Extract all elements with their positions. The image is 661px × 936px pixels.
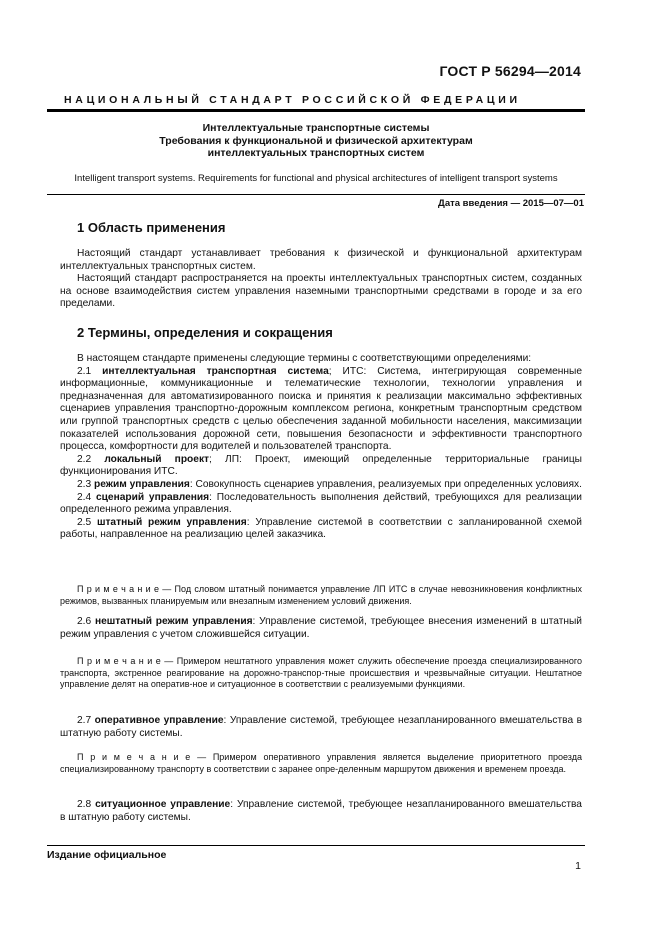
term-name: локальный проект — [104, 453, 210, 465]
header-rule — [47, 109, 585, 112]
page-number: 1 — [575, 860, 581, 872]
note-text: — Под словом штатный понимается управление ЛП ИТС в случае невозникновения конфликтных режимов, вызванных планируемым или внезапным изменением условий движения. — [60, 584, 582, 606]
term-definition: ; ЛП: Проект, имеющий определенные территориальные границы функционирования ИТС. — [60, 453, 583, 478]
standard-title — [47, 122, 585, 160]
section-1-heading: 1 Область применения — [77, 220, 226, 235]
official-edition-label: Издание официальное — [47, 849, 167, 861]
term-2-2: 2.2 локальный проект; ЛП: Проект, имеющий определенные территориальные границы функционирования ИТС. — [60, 453, 583, 478]
term-2-5: 2.5 штатный режим управления: Управление системой в соответствии с запланированной схемой работы, направленное на реализацию целей заказчика. — [60, 516, 583, 541]
title-line-2: Требования к функциональной и физической архитектурам — [159, 134, 473, 147]
note-2 — [60, 656, 582, 691]
term-2-7: 2.7 оперативное управление: Управление системой, требующее незапланированного вмешательства в штатную работу системы. — [60, 715, 583, 739]
title-rule — [47, 194, 585, 195]
national-standard-banner: НАЦИОНАЛЬНЫЙ СТАНДАРТ РОССИЙСКОЙ ФЕДЕРАЦИИ — [64, 94, 521, 106]
section-2-body — [60, 353, 582, 542]
term-definition: : Управление системой в соответствии с запланированной схемой работы, направленное на реализацию целей заказчика. — [60, 516, 583, 541]
note-1 — [60, 584, 582, 607]
term-definition: : Совокупность сценариев управления, реализуемых при определенных условиях. — [189, 478, 582, 490]
section-2-heading: 2 Термины, определения и сокращения — [77, 325, 333, 340]
introduction-date: Дата введения — 2015—07—01 — [438, 198, 584, 209]
title-line-1: Интеллектуальные транспортные системы — [202, 122, 430, 134]
section-1-paragraph: Настоящий стандарт распространяется на проекты интеллектуальных транспортных систем, созданных на основе взаимодействия систем управления наземными транспортными средствами в городе и за его пределами. — [60, 273, 582, 310]
term-definition: : Управление системой, требующее незапланированного вмешательства в штатную работу системы. — [60, 799, 582, 823]
term-2-8: 2.8 ситуационное управление: Управление системой, требующее незапланированного вмешательства в штатную работу системы. — [60, 799, 582, 823]
standard-designation: ГОСТ Р 56294—2014 — [439, 63, 581, 79]
term-name: оперативное управление — [94, 715, 224, 726]
footer-rule — [47, 845, 585, 846]
term-definition: : Управление системой, требующее внесения изменений в штатный режим управления с учетом сложившейся ситуации. — [60, 616, 582, 640]
term-name: ситуационное управление — [95, 799, 231, 810]
term-2-3: 2.3 режим управления: Совокупность сценариев управления, реализуемых при определенных условиях. — [77, 478, 582, 490]
term-definition: ; ИТС: Система, интегрирующая современные информационные, коммуникационные и телематические технологии, технологии управления и предназначенная для автоматизированного поиска и принятия к реализации максимально эффективных сценариев управления транспортно-дорожным комплексом региона, конкретным транспортным средством или группой транспортных средств с целью обеспечения заданной мобильности населения, максимизации показателей использования дорожной сети, повышения безопасности и эффективности транспортного процесса, комфортности для водителей и пользователей транспорта. — [60, 365, 582, 453]
terms-intro: В настоящем стандарте применены следующие термины с соответствующими определениями: — [77, 353, 532, 364]
note-text: — Примером оперативного управления является выделение приоритетного проезда специализированному транспорту в соответствии с заранее опре-деленным маршрутом движения и временем проезда. — [60, 752, 582, 774]
term-name: штатный режим управления — [96, 516, 247, 528]
section-1-paragraph: Настоящий стандарт устанавливает требования к физической и функциональной архитектурам интеллектуальных транспортных систем. — [60, 248, 582, 272]
term-name: нештатный режим управления — [94, 616, 253, 627]
title-line-3: интеллектуальных транспортных систем — [207, 147, 425, 159]
term-2-7-block — [60, 715, 582, 740]
term-2-6: 2.6 нештатный режим управления: Управление системой, требующее внесения изменений в штатный режим управления с учетом сложившейся ситуации. — [60, 616, 582, 640]
note-3 — [60, 752, 582, 775]
term-definition: : Управление системой, требующее незапланированного вмешательства в штатную работу системы. — [60, 715, 583, 739]
title-english: Intelligent transport systems. Requirements for functional and physical architectures of intelligent transport systems — [74, 173, 558, 184]
note-label: П р и м е ч а н и е — [77, 584, 159, 594]
note-label: П р и м е ч а н и е — [77, 752, 191, 762]
term-name: сценарий управления — [95, 491, 210, 503]
term-name: режим управления — [94, 478, 190, 490]
section-1-body — [60, 248, 582, 311]
term-name: интеллектуальная транспортная система — [102, 365, 329, 377]
note-label: П р и м е ч а н и е — [77, 656, 161, 666]
term-2-1: 2.1 интеллектуальная транспортная система; ИТС: Система, интегрирующая современные информационные, коммуникационные и телематические технологии, технологии управления и предназначенная для автоматизированного поиска и принятия к реализации максимально эффективных сценариев управления транспортно-дорожным комплексом региона, конкретным транспортным средством или группой транспортных средств с целью обеспечения заданной мобильности населения, максимизации показателей использования дорожной сети, повышения безопасности и эффективности транспортного процесса, комфортности для водителей и пользователей транспорта. — [60, 365, 582, 453]
note-text: — Примером нештатного управления может служить обеспечение проезда специализированного транспорта, экстренное реагирование на дорожно-транспор-тные происшествия и чрезвычайные ситуации. Нештатное управление делят на оператив-ное и ситуационное в соответствии с реализуемыми функциями. — [60, 656, 582, 689]
term-2-4: 2.4 сценарий управления: Последовательность выполнения действий, требующихся для реализации определенного режима управления. — [60, 491, 582, 516]
term-definition: : Последовательность выполнения действий, требующихся для реализации определенного режима управления. — [60, 491, 582, 516]
term-2-6-block — [60, 616, 582, 641]
term-2-8-block — [60, 799, 582, 824]
